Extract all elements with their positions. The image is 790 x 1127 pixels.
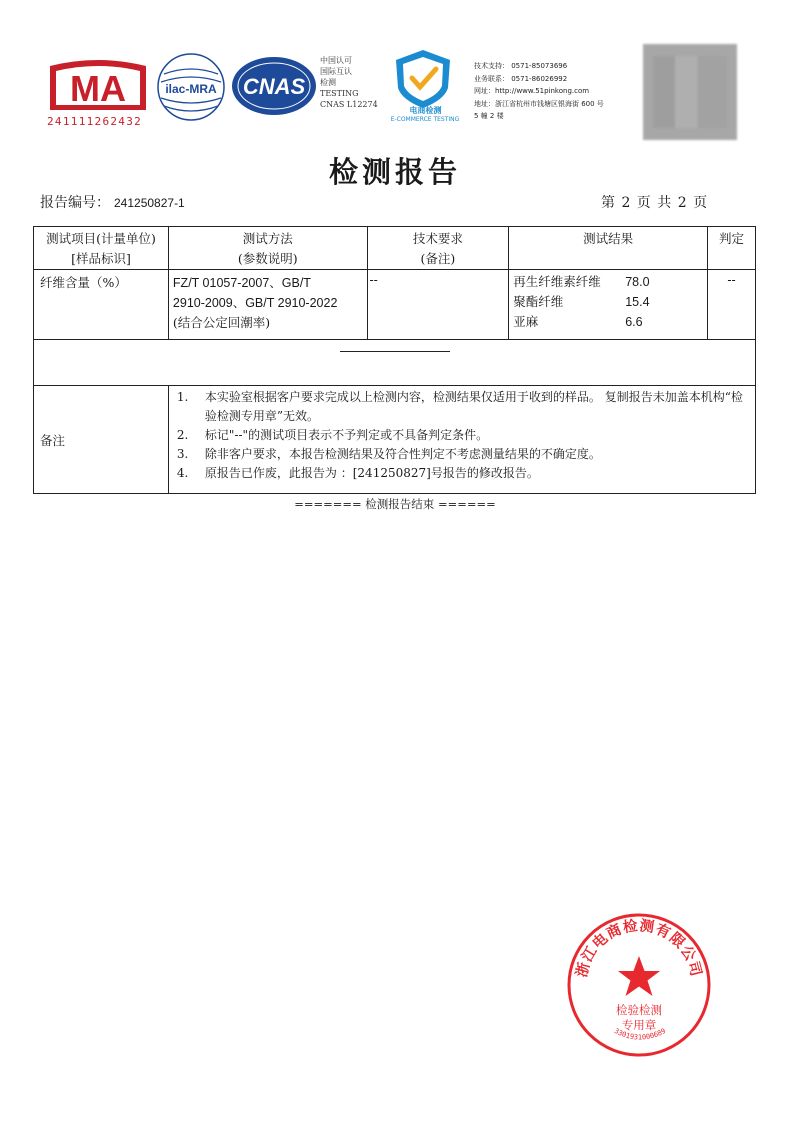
cnas-text: CNAS: [242, 74, 306, 99]
cnas-caption-line: 国际互认: [320, 67, 352, 76]
cma-logo-text: MA: [70, 68, 126, 109]
result-item: 聚酯纤维 15.4: [513, 294, 650, 309]
cell-test-item: 纤维含量（%）: [34, 270, 169, 340]
ecommerce-label-cn: 电商检测: [409, 106, 442, 115]
cell-requirement: --: [367, 270, 509, 340]
ilac-mra-text: ilac-MRA: [165, 82, 217, 96]
cma-serial-number: 241111262432: [47, 115, 143, 128]
header-requirement: 技术要求 (备注): [367, 227, 509, 270]
notes-label: 备注: [34, 386, 169, 494]
table-notes-row: [34, 386, 756, 494]
ecommerce-label-en: E-COMMERCE TESTING: [390, 116, 460, 123]
header-method: 测试方法 (参数说明): [168, 227, 367, 270]
contact-address: 地址：浙江省杭州市钱塘区银海街 600 号: [474, 99, 604, 108]
cnas-caption-line: CNAS L12274: [320, 100, 378, 109]
report-end-marker: ======= 检测报告结束 ======: [294, 497, 496, 511]
report-number: [40, 192, 185, 212]
header-result: 测试结果: [509, 227, 708, 270]
results-table: [33, 226, 756, 494]
cnas-caption-line: TESTING: [320, 89, 359, 98]
separator-cell: [34, 340, 756, 386]
header-judgement: 判定: [708, 227, 756, 270]
cnas-caption-line: 检测: [320, 78, 336, 87]
note-item: 4. 原报告已作废，此报告为 ：[241250827]号报告的修改报告。: [176, 466, 539, 480]
contact-address-cont: 5 幢 2 楼: [474, 112, 504, 120]
note-item: 1. 本实验室根据客户要求完成以上检测内容，检测结果仅适用于收到的样品。 复制报告未加盖本机构“检验检测专用章”无效。: [176, 390, 743, 423]
seal-serial: 3301931000689: [612, 1026, 668, 1042]
seal-ring-text: 浙江电商检测有限公司: [574, 918, 704, 979]
result-item: 亚麻 6.6: [513, 314, 643, 329]
contact-business: 业务联系： 0571-86026992: [474, 74, 568, 83]
qr-code-blurred: [643, 44, 737, 140]
notes-cell: [168, 386, 755, 494]
official-seal-stamp: [566, 912, 712, 1058]
table-header-row: [34, 227, 756, 270]
report-number-value: 241250827-1: [114, 196, 185, 210]
result-item: 再生纤维素纤维 78.0: [513, 274, 650, 289]
cell-result: [509, 270, 708, 340]
contact-info: [474, 60, 604, 123]
contact-website: 网址：http://www.51pinkong.com: [474, 87, 590, 95]
seal-center-line1: 检验检测: [616, 1003, 662, 1017]
table-separator-row: [34, 340, 756, 386]
table-row: [34, 270, 756, 340]
note-item: 2. 标记"--"的测试项目表示不予判定或不具备判定条件。: [176, 428, 489, 442]
report-title: 检测报告: [328, 155, 461, 189]
cell-judgement: --: [708, 270, 756, 340]
ilac-mra-logo: [156, 52, 226, 122]
header-item: 测试项目(计量单位) [样品标识]: [34, 227, 169, 270]
seal-star-icon: [618, 956, 660, 996]
cell-test-method: FZ/T 01057-2007、GB/T 2910-2009、GB/T 2910-2022 (结合公定回潮率): [168, 270, 367, 340]
cnas-caption: [320, 55, 378, 110]
note-item: 3. 除非客户要求，本报告检测结果及符合性判定不考虑测量结果的不确定度。: [176, 447, 601, 461]
report-number-label: 报告编号：: [40, 195, 110, 211]
cnas-logo: [230, 55, 318, 117]
cnas-caption-line: 中国认可: [320, 56, 352, 65]
page-indicator: 第 2 页 共 2 页: [601, 195, 708, 211]
seal-center-line2: 专用章: [621, 1018, 657, 1032]
contact-tech-support: 技术支持： 0571-85073696: [474, 62, 568, 70]
cma-logo: [44, 58, 152, 116]
separator-line: [340, 351, 450, 352]
